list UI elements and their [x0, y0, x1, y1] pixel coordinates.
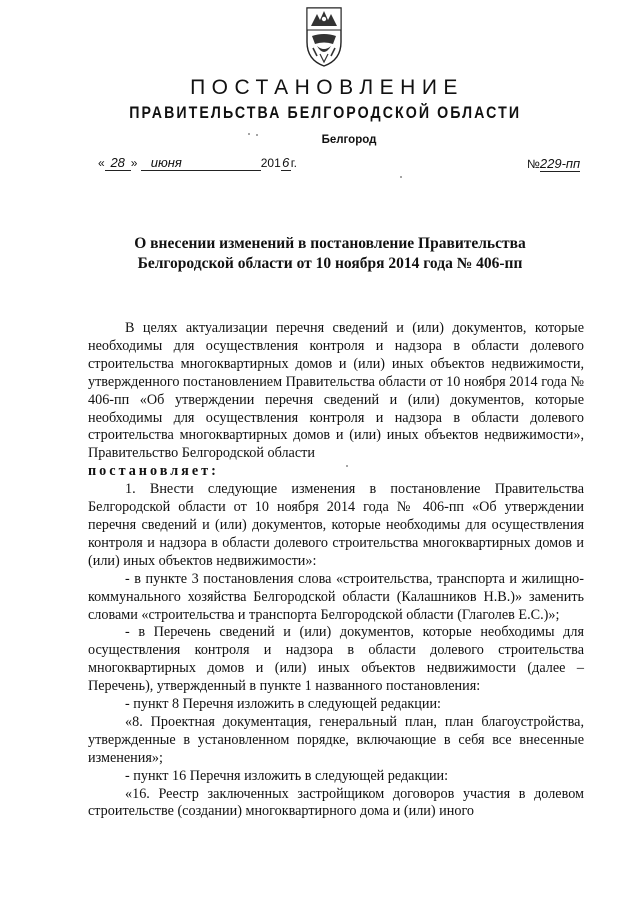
number-sign: № — [527, 157, 540, 171]
paragraph: - пункт 8 Перечня изложить в следующей редакции: — [125, 696, 441, 713]
paragraph: «8. Проектная документация, генеральный план, план благоустройства, утвержденные в установленном порядке, включающие в себя все внесенные изменения»; — [88, 713, 584, 766]
coat-of-arms-icon — [303, 6, 345, 68]
paragraph: «16. Реестр заключенных застройщиком договоров участия в долевом строительстве (создании) многоквартирного дома и (или) иного — [88, 785, 584, 820]
document-type-title: ПОСТАНОВЛЕНИЕ — [190, 76, 464, 99]
issuer-title: ПРАВИТЕЛЬСТВА БЕЛГОРОДСКОЙ ОБЛАСТИ — [129, 104, 522, 122]
date-month: июня — [141, 156, 261, 171]
document-date — [98, 156, 297, 171]
document-title-line: О внесении изменений в постановление Правительства — [134, 235, 526, 252]
date-year-end: г. — [290, 156, 297, 170]
date-day: 28 — [105, 156, 131, 171]
scan-speck — [248, 133, 250, 135]
scan-speck — [400, 176, 402, 178]
paragraph: В целях актуализации перечня сведений и (или) документов, которые необходимы для осуществления контроля и надзора в области долевого строительства многоквартирных домов и (или) иных объектов недвижимости, утвержденного постановлением Правительства области от 10 ноября 2014 года № 406-пп «Об утверждении перечня сведений и (или) документов, которые необходимы для осуществления контроля и надзора в области долевого строительства многоквартирных домов и (или) иных объектов недвижимости», Правительство Белгородской области — [88, 320, 584, 462]
date-year-prefix: 201 — [260, 156, 281, 170]
scan-speck — [346, 465, 348, 467]
document-title-line: Белгородской области от 10 ноября 2014 года № 406-пп — [137, 255, 523, 272]
date-open-quote: « — [98, 156, 105, 170]
city-name: Белгород — [321, 134, 377, 146]
paragraph: - в пункте 3 постановления слова «строительства, транспорта и жилищно-коммунального хозяйства Белгородской области (Калашников Н.В.)» заменить словами «строительства и транспорта Белгородской области (Глаголев Е.С.)»; — [88, 570, 584, 623]
paragraph: - в Перечень сведений и (или) документов, которые необходимы для осуществления контроля и надзора в области долевого строительства многоквартирных домов и (или) иных объектов недвижимости (далее – Перечень), утвержденный в пункте 1 названного постановления: — [88, 624, 584, 695]
paragraph: - пункт 16 Перечня изложить в следующей редакции: — [125, 767, 449, 784]
document-title — [60, 234, 600, 274]
scan-speck — [256, 134, 258, 136]
resolves-word: постановляет: — [88, 463, 219, 480]
date-close-quote: » — [130, 156, 138, 170]
date-year-suffix: 6 — [282, 155, 290, 170]
paragraph: 1. Внести следующие изменения в постановление Правительства Белгородской области от 10 ноября 2014 года № 406-пп «Об утверждении перечня сведений и (или) документов, которые необходимы для осуществления контроля и надзора в области долевого строительства многоквартирных домов и (или) иных объектов недвижимости»: — [88, 481, 584, 569]
document-body — [88, 320, 584, 821]
document-number — [527, 156, 580, 171]
number-value: 229-пп — [539, 156, 581, 171]
